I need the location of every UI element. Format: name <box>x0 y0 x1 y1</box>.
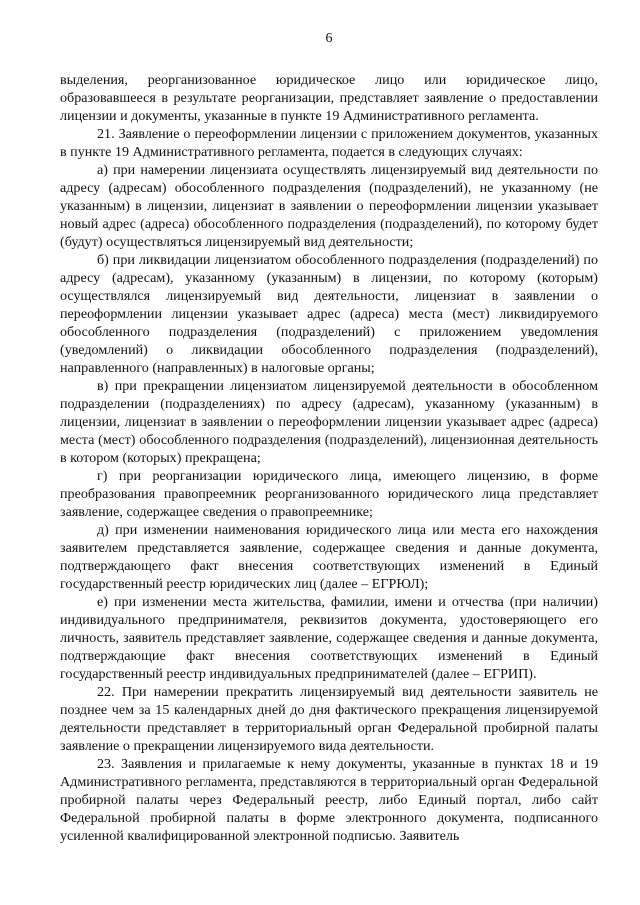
paragraph-21b: б) при ликвидации лицензиатом обособленного подразделения (подразделений) по адресу (адресам), указанному (указанным) в лицензии, по которому (которым) осуществлялся лицензируемый вид деятельности, лицензиат в заявлении о переоформлении лицензии указывает адрес (адреса) места (мест) ликвидируемого обособленного подразделения (подразделений) с приложением уведомления (уведомлений) о ликвидации обособленного подразделения (подразделений), направленного (направленных) в налоговые органы; <box>60 252 598 376</box>
paragraph-23: 23. Заявления и прилагаемые к нему документы, указанные в пунктах 18 и 19 Административного регламента, представляются в территориальный орган Федеральной пробирной палаты через Федеральный реестр, либо Единый портал, либо сайт Федеральной пробирной палаты в форме электронного документа, подписанного усиленной квалифицированной электронной подписью. Заявитель <box>60 756 598 844</box>
paragraph-21: 21. Заявление о переоформлении лицензии с приложением документов, указанных в пункте 19 Административного регламента, подается в следующих случаях: <box>60 126 598 160</box>
paragraph-21e: е) при изменении места жительства, фамилии, имени и отчества (при наличии) индивидуального предпринимателя, реквизитов документа, удостоверяющего его личность, заявитель представляет заявление, содержащее сведения и данные документа, подтверждающие факт внесения соответствующих изменений в Единый государственный реестр индивидуальных предпринимателей (далее – ЕГРИП). <box>60 594 598 682</box>
paragraph-21d: д) при изменении наименования юридического лица или места его нахождения заявителем представляется заявление, содержащее сведения и данные документа, подтверждающего факт внесения соответствующих изменений в Единый государственный реестр юридических лиц (далее – ЕГРЮЛ); <box>60 522 598 592</box>
paragraph-21a: а) при намерении лицензиата осуществлять лицензируемый вид деятельности по адресу (адресам) обособленного подразделения (подразделений), не указанному (не указанным) в лицензии, лицензиат в заявлении о переоформлении лицензии указывает новый адрес (адреса) обособленного подразделения (подразделений), по которому будет (будут) осуществляться лицензируемый вид деятельности; <box>60 162 598 250</box>
page-number: 6 <box>325 31 333 46</box>
paragraph-22: 22. При намерении прекратить лицензируемый вид деятельности заявитель не позднее чем за 15 календарных дней до дня фактического прекращения лицензируемой деятельности представляет в территориальный орган Федеральной пробирной палаты заявление о прекращении лицензируемого вида деятельности. <box>60 684 598 754</box>
paragraph-21v: в) при прекращении лицензиатом лицензируемой деятельности в обособленном подразделении (подразделениях) по адресу (адресам), указанному (указанным) в лицензии, лицензиат в заявлении о переоформлении лицензии указывает адрес (адреса) места (мест) обособленного подразделения (подразделений), лицензионная деятельность в котором (которых) прекращена; <box>60 378 598 466</box>
paragraph-21g: г) при реорганизации юридического лица, имеющего лицензию, в форме преобразования правопреемник реорганизованного юридического лица представляет заявление, содержащее сведения о правопреемнике; <box>60 468 598 520</box>
paragraph-0: выделения, реорганизованное юридическое лицо или юридическое лицо, образовавшееся в результате реорганизации, представляет заявление о предоставлении лицензии и документы, указанные в пункте 19 Административного регламента. <box>60 72 598 124</box>
